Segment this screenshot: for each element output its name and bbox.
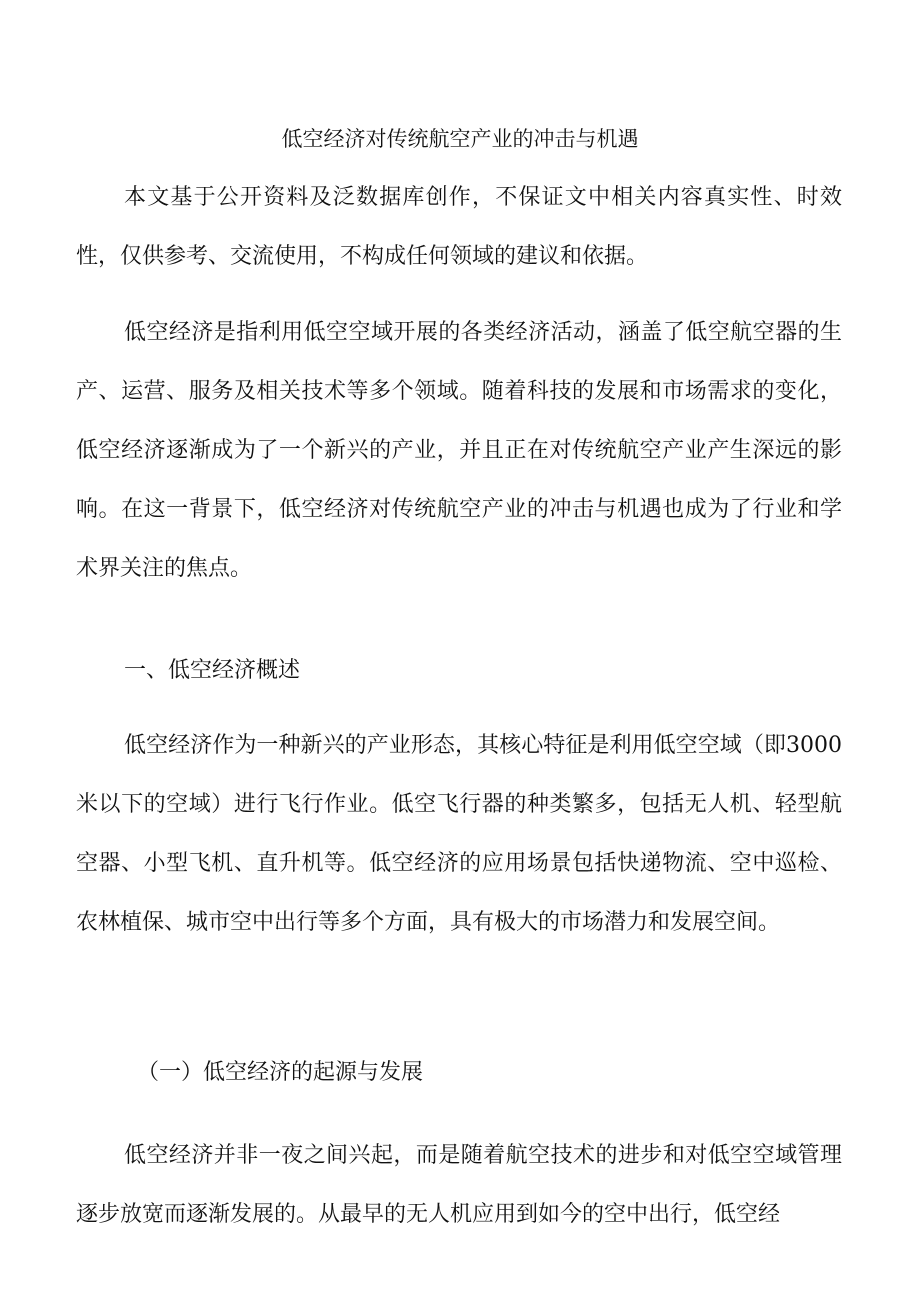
origin-paragraph: 低空经济并非一夜之间兴起，而是随着航空技术的进步和对低空空域管理逐步放宽而逐渐发展的。从最早的无人机应用到如今的空中出行，低空经 (76, 1143, 842, 1227)
section-heading-overview: 一、低空经济概述 (124, 658, 301, 683)
intro-paragraph: 低空经济是指利用低空空域开展的各类经济活动，涵盖了低空航空器的生产、运营、服务及相关技术等多个领域。随着科技的发展和市场需求的变化，低空经济逐渐成为了一个新兴的产业，并且正在对传统航空产业产生深远的影响。在这一背景下，低空经济对传统航空产业的冲击与机遇也成为了行业和学术界关注的焦点。 (76, 320, 842, 581)
document-title: 低空经济对传统航空产业的冲击与机遇 (281, 127, 639, 151)
disclaimer-paragraph: 本文基于公开资料及泛数据库创作，不保证文中相关内容真实性、时效性，仅供参考、交流使用，不构成任何领域的建议和依据。 (76, 185, 842, 269)
overview-paragraph: 低空经济作为一种新兴的产业形态，其核心特征是利用低空空域（即3000米以下的空域）进行飞行作业。低空飞行器的种类繁多，包括无人机、轻型航空器、小型飞机、直升机等。低空经济的应用场景包括快递物流、空中巡检、农林植保、城市空中出行等多个方面，具有极大的市场潜力和发展空间。 (76, 733, 842, 935)
subsection-heading-origin: （一）低空经济的起源与发展 (137, 1060, 424, 1085)
